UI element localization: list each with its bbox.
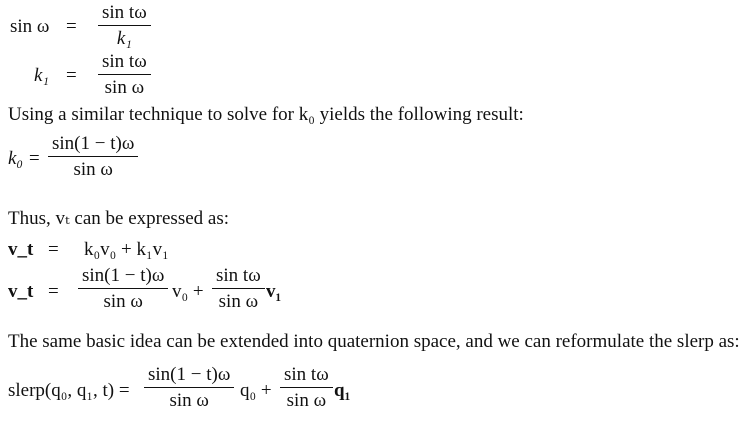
eq5-fraction-1 [78, 266, 168, 311]
eq5-lhs: v_t [8, 281, 34, 302]
eq6-numerator-1: sin(1 − t)ω [148, 364, 231, 385]
eq4-rel: = [48, 239, 59, 260]
eq5-denominator-1: sin ω [103, 291, 143, 312]
eq5-numerator-1: sin(1 − t)ω [82, 265, 165, 286]
eq1-denominator: k₁ [116, 28, 132, 49]
eq4-lhs: v_t [8, 239, 34, 260]
eq2-lhs: k₁ [34, 65, 50, 86]
eq6-tail: q₁ [334, 380, 351, 401]
eq6-denominator-2: sin ω [286, 390, 327, 411]
eq2-fraction [98, 52, 151, 97]
eq3-lhs: k₀ = [8, 148, 41, 169]
eq5-fraction-2 [212, 266, 265, 311]
eq6-denominator-1: sin ω [169, 390, 209, 411]
eq1-lhs: sin ω [10, 16, 50, 37]
eq5-middle: v₀ + [172, 281, 204, 302]
paragraph-1: Using a similar technique to solve for k₀ yields the following result: [8, 104, 524, 125]
eq2-denominator: sin ω [104, 77, 145, 98]
eq2-numerator: sin tω [102, 51, 147, 72]
paragraph-2: Thus, vₜ can be expressed as: [8, 208, 230, 229]
eq6-numerator-2: sin tω [284, 364, 329, 385]
eq5-denominator-2: sin ω [218, 291, 259, 312]
eq6-middle: q₀ + [240, 380, 272, 401]
eq6-lhs: slerp(q₀, q₁, t) = [8, 380, 130, 401]
eq6-fraction-1 [144, 365, 234, 410]
eq5-tail: v₁ [266, 281, 282, 302]
eq1-numerator: sin tω [102, 2, 147, 23]
eq5-numerator-2: sin tω [216, 265, 261, 286]
eq3-numerator: sin(1 − t)ω [52, 133, 135, 154]
paragraph-3: The same basic idea can be extended into quaternion space, and we can reformulate the slerp as: [8, 331, 740, 352]
eq1-fraction [98, 3, 151, 48]
eq3-fraction [48, 134, 138, 179]
eq3-denominator: sin ω [73, 159, 113, 180]
eq5-rel: = [48, 281, 59, 302]
eq6-fraction-2 [280, 365, 333, 410]
eq1-rel: = [66, 16, 77, 37]
eq2-rel: = [66, 65, 77, 86]
eq4-rhs: k₀v₀ + k₁v₁ [84, 239, 169, 260]
